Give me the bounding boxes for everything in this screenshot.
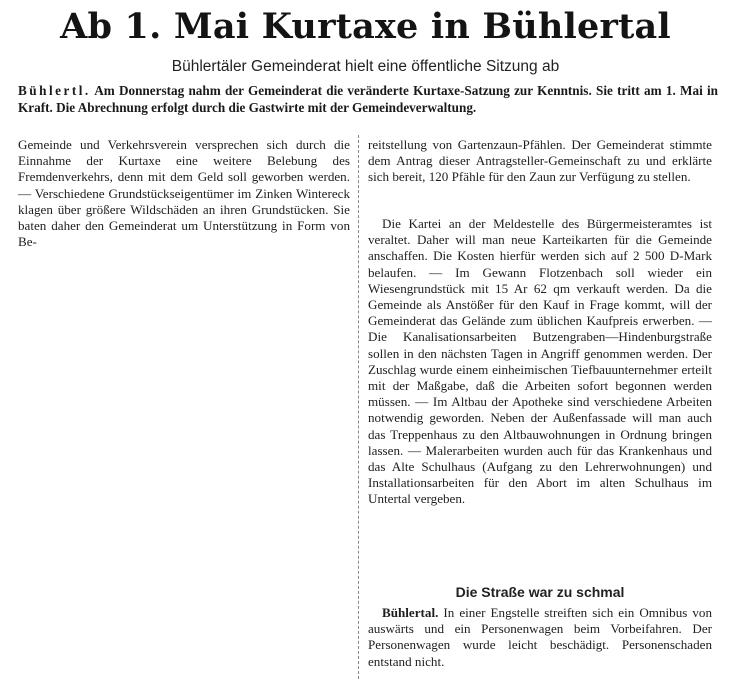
column-right-paragraph-1: reitstellung von Gartenzaun-Pfählen. Der Gemeinderat stimmte dem Antrag dieser Antragsteller-Gemeinschaft zu und erklärte sich bereit, 120 Pfähle für den Zaun zur Verfügung zu stellen. [368, 137, 712, 185]
lead-place: Bühlertl. [18, 83, 91, 98]
column-right-paragraph-2: Die Kartei an der Meldestelle des Bürgermeisteramtes ist veraltet. Daher will man neue Karteikarten für die Gemeinde anschaffen. Die Kosten hierfür werden sich auf 2 500 D-Mark belaufen. — Im Gewann Flotzenbach soll wieder ein Wiesengrundstück mit 15 Ar 62 qm verkauft werden. Da die Gemeinde als Anstößer für den Kauf in Frage kommt, will der Gemeinderat das Gelände zum üblichen Kaufpreis erwerben. — Die Kanalisationsarbeiten Butzengraben—Hindenburgstraße sollen in den nächsten Tagen in Angriff genommen werden. Der Zuschlag wurde einem einheimischen Tiefbauunternehmer erteilt mit der Maßgabe, daß die Arbeiten sofort begonnen werden müssen. — Im Altbau der Apotheke sind verschiedene Arbeiten notwendig geworden. Neben der Außenfassade will man auch das Treppenhaus zu den Altbauwohnungen in Ordnung bringen lassen. — Malerarbeiten wurden auch für das Krankenhaus und das Alte Schulhaus (Aufgang zu den Lehrerwohnungen) und Installationsarbeiten für den Abort im alten Schulhaus im Untertal vergeben. [368, 216, 712, 507]
notice-place: Bühlertal. [382, 605, 439, 620]
subheadline: Bühlertäler Gemeinderat hielt eine öffentliche Sitzung ab [171, 58, 560, 75]
column-divider [358, 135, 359, 679]
notice-title: Die Straße war zu schmal [455, 584, 625, 600]
lead-paragraph [18, 83, 718, 116]
notice-text: In einer Engstelle streiften sich ein Omnibus von auswärts und ein Personenwagen beim Vorbeifahren. Der Personenwagen wurde leicht beschädigt. Personenschaden entstand nicht. [368, 605, 713, 669]
notice-paragraph [368, 605, 712, 670]
headline: Ab 1. Mai Kurtaxe in Bühlertal [60, 6, 671, 47]
lead-text: Am Donnerstag nahm der Gemeinderat die veränderte Kurtaxe-Satzung zur Kenntnis. Sie tritt am 1. Mai in Kraft. Die Abrechnung erfolgt durch die Gastwirte mit der Gemeindeverwaltung. [18, 83, 718, 115]
column-left-text: Gemeinde und Verkehrsverein versprechen sich durch die Einnahme der Kurtaxe eine weitere Belebung des Fremdenverkehrs, denn mit dem Geld soll geworben werden. — Verschiedene Grundstückseigentümer im Zinken Wintereck klagen über größere Wildschäden an ihren Grundstücken. Sie baten daher den Gemeinderat um Unterstützung in Form von Be- [18, 137, 350, 250]
